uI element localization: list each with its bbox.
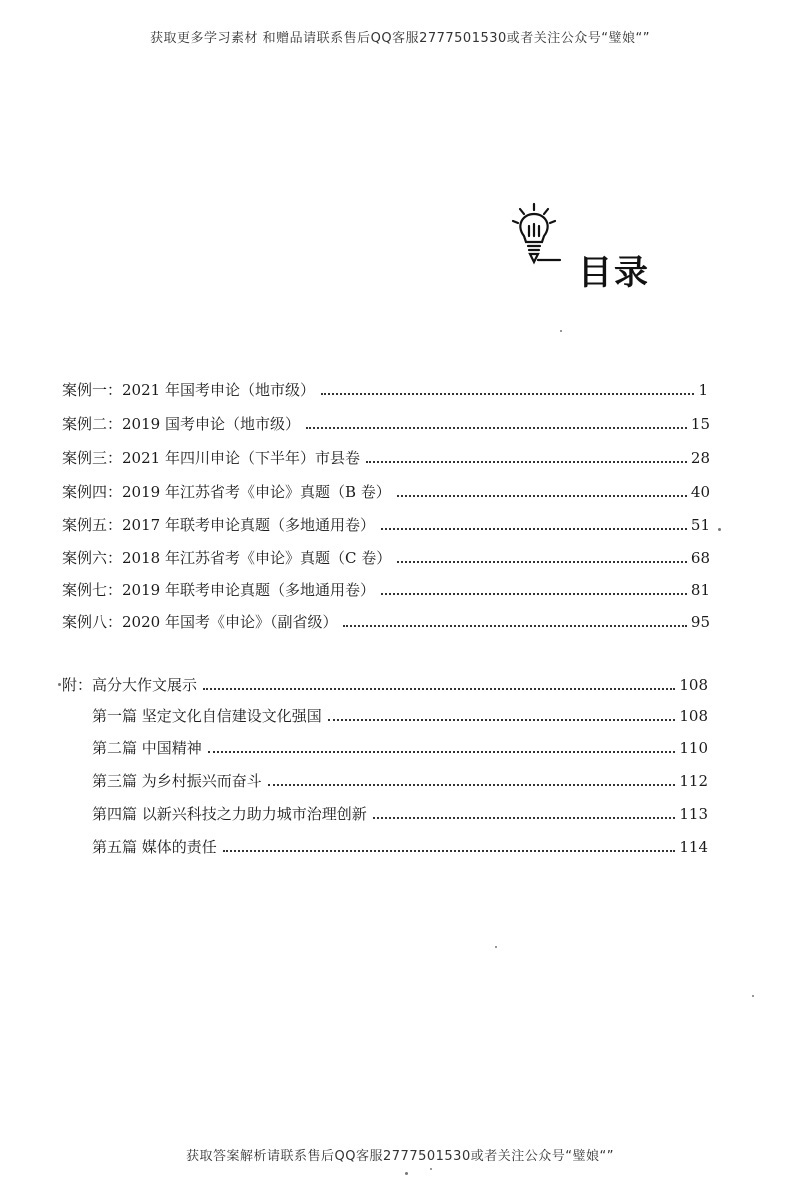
toc-entry-essay-1[interactable] [92,706,708,726]
toc-entry-case-8[interactable] [62,612,710,632]
scan-speck [752,995,754,997]
scan-speck [560,330,562,332]
leader-dots [397,561,687,563]
toc-entry-case-7[interactable] [62,580,710,600]
toc-entry-page: 113 [679,805,708,823]
header-note: 获取更多学习素材 和赠品请联系售后QQ客服2777501530或者关注公众号“璧娘“” [149,31,650,46]
scan-speck [58,683,61,686]
leader-dots [343,625,686,627]
toc-entry-page: 112 [679,772,708,790]
toc-entry-label: 案例四：2019 年江苏省考《申论》真题（B 卷） [62,483,391,501]
toc-entry-label: 第二篇 中国精神 [92,739,202,757]
toc-entry-case-3[interactable] [62,448,710,468]
leader-dots [397,495,687,497]
leader-dots [203,688,675,690]
leader-dots [306,427,687,429]
toc-entry-case-4[interactable] [62,482,710,502]
scan-speck [405,1172,408,1175]
toc-entry-label: 附：高分大作文展示 [62,676,198,694]
leader-dots [381,593,687,595]
scan-speck [718,528,721,531]
toc-entry-label: 案例五：2017 年联考申论真题（多地通用卷） [62,516,375,534]
leader-dots [381,528,687,530]
toc-title: 目录 [578,253,650,293]
toc-entry-label: 案例三：2021 年四川申论（下半年）市县卷 [62,449,360,467]
toc-entry-case-1[interactable] [62,380,708,400]
toc-entry-label: 案例一：2021 年国考申论（地市级） [62,381,315,399]
scan-speck [430,1168,432,1170]
toc-entry-label: 案例二：2019 国考申论（地市级） [62,415,300,433]
toc-entry-page: 114 [679,838,708,856]
toc-entry-page: 110 [679,739,708,757]
leader-dots [208,751,676,753]
toc-entry-page: 95 [690,613,710,631]
toc-entry-essay-4[interactable] [92,804,708,824]
toc-entry-case-6[interactable] [62,548,710,568]
toc-entry-page: 28 [690,449,710,467]
toc-entry-essay-5[interactable] [92,837,708,857]
leader-dots [328,719,676,721]
toc-entry-label: 案例七：2019 年联考申论真题（多地通用卷） [62,581,375,599]
toc-entry-page: 108 [679,707,708,725]
toc-entry-case-2[interactable] [62,414,710,434]
toc-entry-label: 案例八：2020 年国考《申论》（副省级） [62,613,338,631]
toc-entry-page: 81 [690,581,710,599]
leader-dots [366,461,687,463]
toc-entry-page: 15 [690,415,710,433]
leader-dots [373,817,676,819]
footer-note: 获取答案解析请联系售后QQ客服2777501530或者关注公众号“璧娘“” [186,1149,614,1164]
toc-entry-essay-3[interactable] [92,771,708,791]
toc-entry-page: 40 [690,483,710,501]
toc-entry-appendix[interactable] [62,675,708,695]
leader-dots [268,784,676,786]
toc-entry-essay-2[interactable] [92,738,708,758]
toc-entry-page: 68 [690,549,710,567]
toc-entry-page: 51 [690,516,710,534]
toc-entry-page: 108 [679,676,708,694]
toc-entry-label: 第五篇 媒体的责任 [92,838,217,856]
toc-heading [508,200,668,300]
toc-entry-label: 第四篇 以新兴科技之力助力城市治理创新 [92,805,367,823]
toc-entry-page: 1 [698,381,708,399]
scan-speck [495,946,497,948]
toc-entry-label: 案例六：2018 年江苏省考《申论》真题（C 卷） [62,549,392,567]
leader-dots [321,393,695,395]
toc-entry-case-5[interactable] [62,515,710,535]
toc-entry-label: 第一篇 坚定文化自信建设文化强国 [92,707,322,725]
leader-dots [223,850,676,852]
lightbulb-pencil-icon [508,200,568,280]
toc-entry-label: 第三篇 为乡村振兴而奋斗 [92,772,262,790]
